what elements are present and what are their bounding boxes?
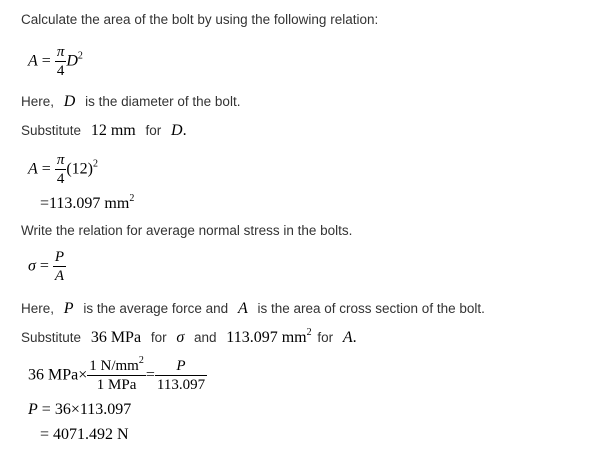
area-formula: A = $\frac{\pi}{4}$ $D^2$ bbox=[28, 44, 83, 79]
stress-relation-text: Write the relation for average normal stress in the bolts. bbox=[21, 223, 353, 238]
p-over-area-fraction: $\frac{P}{113.097}$ bbox=[156, 358, 206, 393]
force-area-definition: Here, P is the average force and A is the area of cross section of the bolt. bbox=[21, 300, 485, 317]
force-product: P = 36×113.097 bbox=[28, 401, 132, 418]
area-substitution: A = $\frac{\pi}{4}$ $(12)^2$ bbox=[28, 152, 98, 187]
p-over-a-fraction: $\frac{P}{A}$ bbox=[54, 249, 65, 284]
area-result: =113.097 $mm^2$ bbox=[40, 193, 135, 212]
pi-over-4-fraction: $\frac{\pi}{4}$ bbox=[56, 44, 65, 79]
unit-conversion-fraction: $\frac{1 N/mm^2}{\text{1 MPa}}$ bbox=[89, 355, 144, 393]
diameter-definition: Here, D is the diameter of the bolt. bbox=[21, 93, 241, 110]
force-equation: 36 MPa× $\frac{1 N/mm^2}{\text{1 MPa}}$ = $\frac{P}{113.097}$ bbox=[28, 355, 206, 393]
stress-formula: σ = $\frac{P}{A}$ bbox=[28, 249, 65, 284]
substitute-diameter: Substitute 12 mm for D. bbox=[21, 122, 187, 139]
intro-text: Calculate the area of the bolt by using the following relation: bbox=[21, 12, 379, 27]
force-result: = 4071.492 N bbox=[40, 426, 129, 443]
substitute-stress-area: Substitute 36 MPa for σ and 113.097 $mm^2$ for A. bbox=[21, 327, 357, 346]
pi-over-4-fraction: $\frac{\pi}{4}$ bbox=[56, 152, 65, 187]
